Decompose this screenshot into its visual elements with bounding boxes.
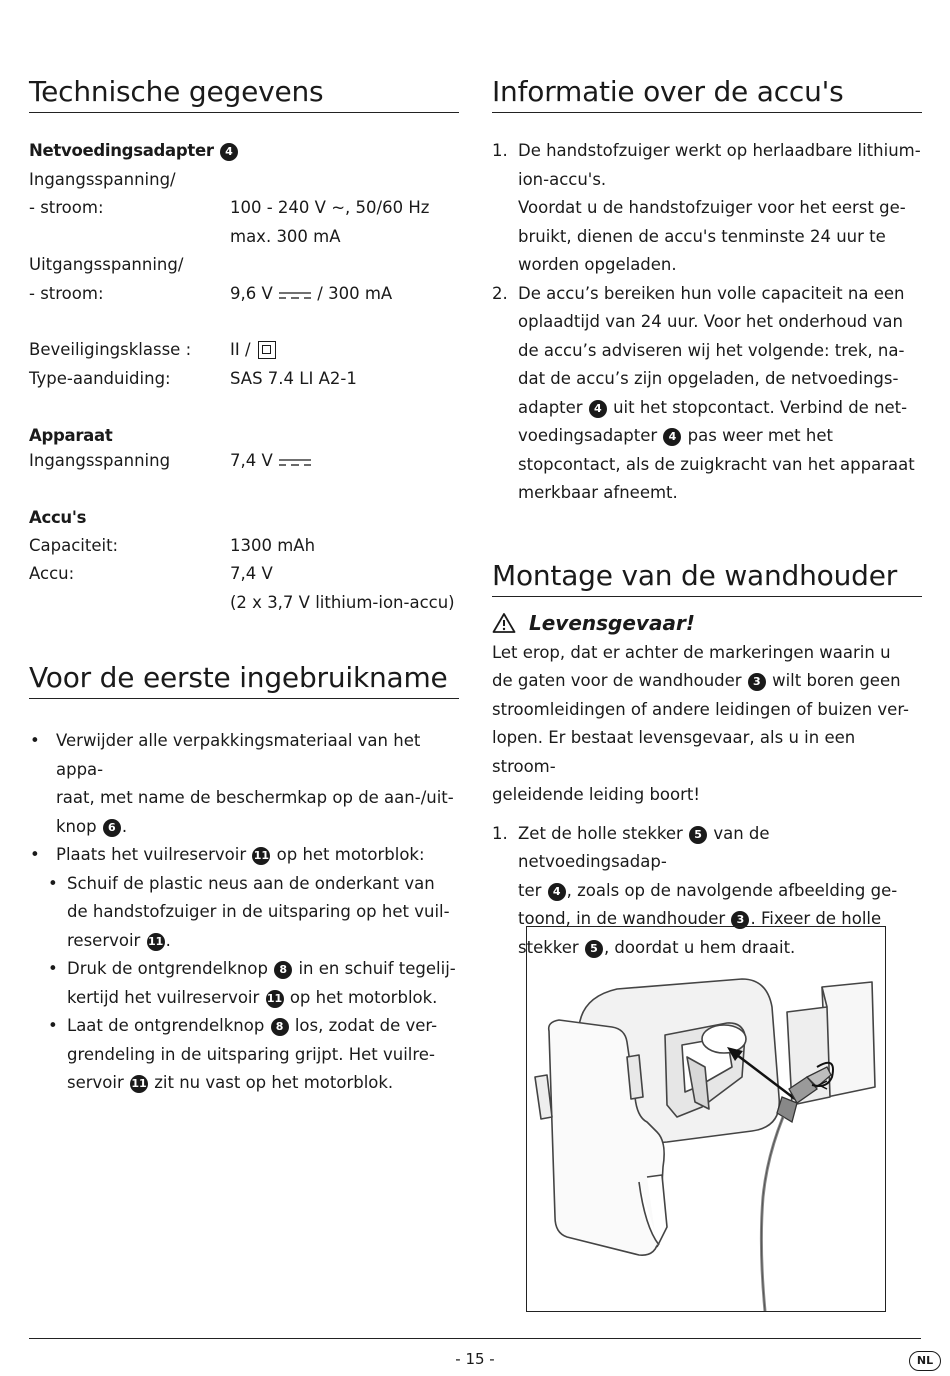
- spec-value: 7,4 V: [230, 564, 273, 583]
- ref-number-badge: 5: [689, 826, 707, 844]
- ref-number-badge: 11: [252, 847, 270, 865]
- list-item: • Laat de ontgrendelknop 8 los, zodat de ver- grendeling in de uitsparing grijpt. Het vuilre- servoir 11 zit nu vast op het motorblok.: [48, 1016, 438, 1092]
- warning-triangle-icon: [492, 612, 516, 634]
- battery-heading: Accu's: [29, 507, 87, 527]
- spec-row-device-input: [29, 447, 459, 476]
- spec-row-input: [29, 194, 459, 223]
- ref-number-badge: 8: [274, 961, 292, 979]
- ref-number-badge: 5: [585, 940, 603, 958]
- battery-info-list: [492, 137, 922, 508]
- wall-holder-drawing: [527, 927, 885, 1311]
- footer-divider: [29, 1338, 921, 1339]
- warning-heading: Levensgevaar!: [492, 607, 922, 639]
- spec-label: Accu:: [29, 564, 75, 583]
- spec-label: - stroom:: [29, 198, 104, 217]
- wall-holder-illustration: [526, 926, 886, 1312]
- spec-label: Type-aanduiding:: [29, 368, 171, 388]
- spec-row-accu-detail: [29, 589, 459, 618]
- ref-number-badge: 4: [663, 428, 681, 446]
- spec-label: Uitgangsspanning/: [29, 255, 184, 274]
- spec-value: 100 - 240 V ~, 50/60 Hz: [230, 198, 430, 217]
- list-item: 1. De handstofzuiger werkt op herlaadbare lithium- ion-accu's. Voordat u de handstofzuiger voor het eerst ge- bruikt, dienen de accu's tenminste 24 uur te worden opgeladen.: [492, 141, 921, 274]
- technical-data-block: [29, 137, 459, 617]
- language-badge: NL: [909, 1351, 941, 1371]
- spec-value: (2 x 3,7 V lithium-ion-accu): [230, 592, 455, 612]
- spec-value: 9,6 V / 300 mA: [230, 283, 393, 303]
- first-use-list: [29, 727, 459, 1098]
- spec-value: II /: [230, 336, 459, 365]
- ref-number-badge: 4: [220, 143, 238, 161]
- ref-number-badge: 11: [147, 933, 165, 951]
- ref-number-badge: 3: [731, 911, 749, 929]
- page-number: - 15 -: [455, 1350, 495, 1368]
- ref-number-badge: 4: [548, 883, 566, 901]
- adapter-heading: Netvoedingsadapter 4: [29, 137, 459, 166]
- spec-value: SAS 7.4 LI A2-1: [230, 368, 357, 388]
- right-column: [492, 62, 922, 962]
- list-item: • Plaats het vuilreservoir 11 op het motorblok:: [30, 845, 425, 864]
- spec-row-protection: [29, 336, 459, 365]
- spec-row-type: [29, 365, 459, 394]
- spec-value: 1300 mAh: [230, 535, 316, 555]
- spec-label: Beveiligingsklasse :: [29, 340, 192, 359]
- protection-class-ii-icon: [258, 341, 276, 359]
- section-title-technical-data: Technische gegevens: [29, 62, 459, 113]
- section-title-mounting: Montage van de wandhouder: [492, 546, 922, 597]
- direct-current-icon: [278, 290, 312, 300]
- direct-current-icon: [278, 457, 312, 467]
- spec-row-input-current: [29, 223, 459, 252]
- spec-row-output: [29, 280, 459, 309]
- ref-number-badge: 4: [589, 400, 607, 418]
- spec-value: 7,4 V: [230, 447, 459, 476]
- spec-label: Capaciteit:: [29, 535, 119, 555]
- list-item: • Schuif de plastic neus aan de onderkant van de handstofzuiger in de uitsparing op het vuil- reservoir 11 .: [48, 873, 450, 950]
- section-title-battery-info: Informatie over de accu's: [492, 62, 922, 113]
- list-item: 1. Zet de holle stekker 5 van de netvoedingsadap- ter 4 , zoals op de navolgende afbeelding ge- toond, in de wandhouder 3 . Fixeer de holle stekker 5 , doordat u hem draait.: [492, 823, 898, 957]
- list-item: • Verwijder alle verpakkingsmateriaal van het appa- raat, met name de beschermkap op de aan-/uit- knop 6 .: [30, 731, 454, 836]
- spec-label: Ingangsspanning/: [29, 169, 176, 189]
- ref-number-badge: 11: [266, 990, 284, 1008]
- ref-number-badge: 6: [103, 819, 121, 837]
- ref-number-badge: 11: [130, 1075, 148, 1093]
- spec-row-capacity: [29, 532, 459, 561]
- spec-row-accu: [29, 560, 459, 589]
- spec-label: Ingangsspanning: [29, 451, 171, 470]
- device-heading: Apparaat: [29, 426, 113, 445]
- ref-number-badge: 8: [271, 1018, 289, 1036]
- spec-label: - stroom:: [29, 283, 104, 303]
- spec-value: max. 300 mA: [230, 226, 341, 246]
- ref-number-badge: 3: [748, 673, 766, 691]
- section-title-first-use: Voor de eerste ingebruikname: [29, 648, 459, 699]
- list-item: 2. De accu’s bereiken hun volle capaciteit na een oplaadtijd van 24 uur. Voor het onderhoud van de accu’s adviseren wij het volgende: trek, na- dat de accu’s zijn opgeladen, de netvoedings- adapter 4 uit het stopcontact. Verbind de net- voedingsadapter 4 pas weer met het stopcontact, als de zuigkracht van het apparaat merkbaar afneemt.: [492, 283, 915, 502]
- left-column: [29, 62, 459, 1098]
- list-item: • Druk de ontgrendelknop 8 in en schuif tegelij- kertijd het vuilreservoir 11 op het motorblok.: [48, 959, 456, 1007]
- warning-paragraph: Let erop, dat er achter de markeringen waarin u de gaten voor de wandhouder 3 wilt boren geen stroomleidingen of andere leidingen of buizen ver- lopen. Er bestaat levensgevaar, als u in een stroom- geleidende leiding boort!: [492, 642, 910, 804]
